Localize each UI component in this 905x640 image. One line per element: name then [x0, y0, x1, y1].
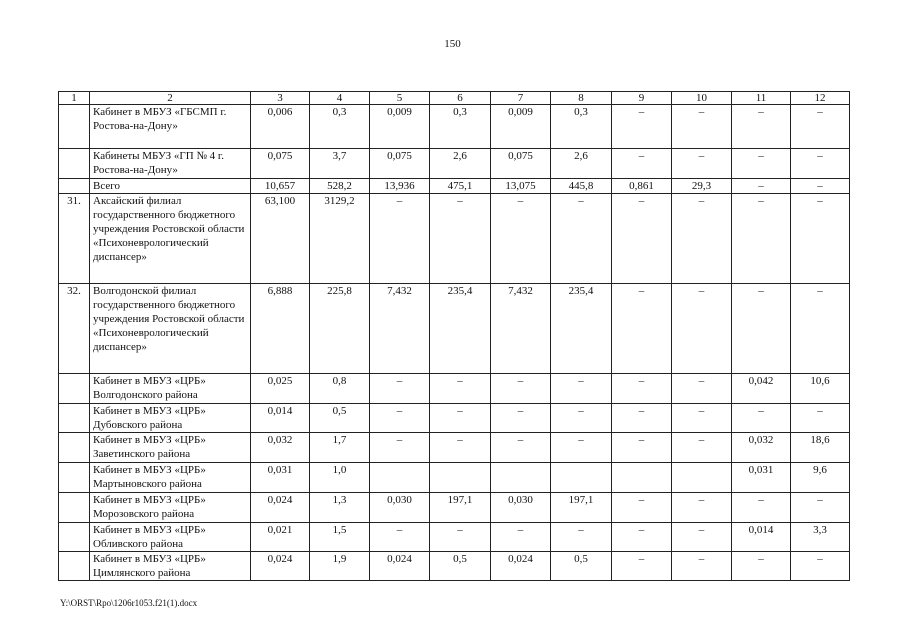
- row-number-cell: [59, 523, 90, 552]
- table-row: [59, 433, 850, 463]
- value-cell: 0,075: [251, 149, 310, 179]
- value-cell: 0,3: [551, 105, 612, 149]
- value-cell: –: [491, 404, 551, 433]
- value-cell: 235,4: [551, 284, 612, 374]
- page-number: 150: [444, 38, 461, 50]
- value-cell: 10,657: [251, 179, 310, 194]
- value-cell: 475,1: [430, 179, 491, 194]
- value-cell: 13,936: [370, 179, 430, 194]
- value-cell: –: [732, 149, 791, 179]
- row-number-cell: 31.: [59, 194, 90, 284]
- value-cell: –: [732, 284, 791, 374]
- institution-name-cell: Кабинет в МБУЗ «ЦРБ» Заветинского района: [90, 433, 251, 463]
- value-cell: 2,6: [551, 149, 612, 179]
- value-cell: –: [612, 404, 672, 433]
- row-number-cell: [59, 374, 90, 404]
- value-cell: –: [551, 194, 612, 284]
- value-cell: 0,075: [370, 149, 430, 179]
- column-header: 7: [491, 92, 551, 105]
- value-cell: 225,8: [310, 284, 370, 374]
- value-cell: 0,075: [491, 149, 551, 179]
- value-cell: –: [612, 194, 672, 284]
- institution-name-cell: Аксайский филиал государственного бюджетного учреждения Ростовской области «Психоневрологический диспансер»: [90, 194, 251, 284]
- value-cell: [551, 463, 612, 493]
- value-cell: 0,031: [732, 463, 791, 493]
- table-row: [59, 523, 850, 552]
- value-cell: 0,032: [732, 433, 791, 463]
- institution-name-cell: Кабинет в МБУЗ «ГБСМП г. Ростова-на-Дону»: [90, 105, 251, 149]
- value-cell: –: [732, 105, 791, 149]
- value-cell: –: [551, 374, 612, 404]
- institution-name-cell: Всего: [90, 179, 251, 194]
- value-cell: –: [612, 493, 672, 523]
- value-cell: –: [370, 523, 430, 552]
- value-cell: –: [370, 433, 430, 463]
- value-cell: 0,031: [251, 463, 310, 493]
- value-cell: –: [491, 523, 551, 552]
- value-cell: 0,024: [251, 552, 310, 581]
- value-cell: –: [612, 433, 672, 463]
- value-cell: –: [672, 105, 732, 149]
- value-cell: –: [732, 179, 791, 194]
- institution-name-cell: Кабинет в МБУЗ «ЦРБ» Дубовского района: [90, 404, 251, 433]
- value-cell: 197,1: [551, 493, 612, 523]
- value-cell: [491, 463, 551, 493]
- value-cell: –: [612, 105, 672, 149]
- value-cell: –: [791, 284, 850, 374]
- value-cell: –: [430, 194, 491, 284]
- value-cell: –: [491, 374, 551, 404]
- value-cell: 0,006: [251, 105, 310, 149]
- row-number-cell: [59, 105, 90, 149]
- value-cell: 0,021: [251, 523, 310, 552]
- column-header: 10: [672, 92, 732, 105]
- value-cell: –: [732, 552, 791, 581]
- value-cell: –: [672, 433, 732, 463]
- table-row: [59, 493, 850, 523]
- value-cell: –: [491, 194, 551, 284]
- value-cell: 445,8: [551, 179, 612, 194]
- row-number-cell: 32.: [59, 284, 90, 374]
- institution-name-cell: Волгодонской филиал государственного бюджетного учреждения Ростовской области «Психоневрологический диспансер»: [90, 284, 251, 374]
- column-header: 9: [612, 92, 672, 105]
- table-row: [59, 194, 850, 284]
- value-cell: –: [672, 523, 732, 552]
- value-cell: [430, 463, 491, 493]
- value-cell: 3,7: [310, 149, 370, 179]
- value-cell: [672, 463, 732, 493]
- institution-name-cell: Кабинет в МБУЗ «ЦРБ» Мартыновского района: [90, 463, 251, 493]
- institution-name-cell: Кабинет в МБУЗ «ЦРБ» Волгодонского района: [90, 374, 251, 404]
- value-cell: –: [430, 374, 491, 404]
- row-number-cell: [59, 493, 90, 523]
- value-cell: –: [672, 374, 732, 404]
- value-cell: –: [612, 374, 672, 404]
- value-cell: –: [791, 149, 850, 179]
- value-cell: 235,4: [430, 284, 491, 374]
- table-row: [59, 179, 850, 194]
- table-row: [59, 374, 850, 404]
- value-cell: –: [791, 194, 850, 284]
- value-cell: 0,8: [310, 374, 370, 404]
- value-cell: –: [612, 552, 672, 581]
- value-cell: –: [551, 523, 612, 552]
- value-cell: [370, 463, 430, 493]
- value-cell: 1,3: [310, 493, 370, 523]
- value-cell: 0,025: [251, 374, 310, 404]
- table-body: [59, 105, 850, 581]
- institution-name-cell: Кабинет в МБУЗ «ЦРБ» Морозовского района: [90, 493, 251, 523]
- row-number-cell: [59, 433, 90, 463]
- value-cell: 0,009: [370, 105, 430, 149]
- value-cell: –: [791, 493, 850, 523]
- value-cell: –: [672, 149, 732, 179]
- value-cell: 2,6: [430, 149, 491, 179]
- value-cell: –: [672, 194, 732, 284]
- table-row: [59, 105, 850, 149]
- column-header: 12: [791, 92, 850, 105]
- footer-file-path: Y:\ORST\Rpo\1206r1053.f21(1).docx: [60, 598, 198, 608]
- value-cell: –: [672, 493, 732, 523]
- value-cell: –: [791, 552, 850, 581]
- value-cell: 197,1: [430, 493, 491, 523]
- value-cell: 0,030: [491, 493, 551, 523]
- value-cell: –: [791, 105, 850, 149]
- row-number-cell: [59, 404, 90, 433]
- value-cell: 7,432: [491, 284, 551, 374]
- value-cell: 0,5: [551, 552, 612, 581]
- value-cell: –: [612, 523, 672, 552]
- value-cell: –: [791, 179, 850, 194]
- value-cell: 3129,2: [310, 194, 370, 284]
- value-cell: –: [612, 149, 672, 179]
- row-number-cell: [59, 463, 90, 493]
- value-cell: 0,5: [310, 404, 370, 433]
- value-cell: –: [732, 404, 791, 433]
- value-cell: 6,888: [251, 284, 310, 374]
- institution-name-cell: Кабинет в МБУЗ «ЦРБ» Обливского района: [90, 523, 251, 552]
- value-cell: 1,5: [310, 523, 370, 552]
- value-cell: 0,024: [491, 552, 551, 581]
- value-cell: 0,3: [430, 105, 491, 149]
- column-header: 3: [251, 92, 310, 105]
- value-cell: –: [791, 404, 850, 433]
- institution-name-cell: Кабинет в МБУЗ «ЦРБ» Цимлянского района: [90, 552, 251, 581]
- value-cell: 0,030: [370, 493, 430, 523]
- value-cell: 1,7: [310, 433, 370, 463]
- value-cell: 18,6: [791, 433, 850, 463]
- row-number-cell: [59, 179, 90, 194]
- value-cell: –: [672, 552, 732, 581]
- value-cell: 528,2: [310, 179, 370, 194]
- value-cell: –: [370, 194, 430, 284]
- value-cell: 1,0: [310, 463, 370, 493]
- row-number-cell: [59, 149, 90, 179]
- value-cell: –: [430, 523, 491, 552]
- value-cell: 0,009: [491, 105, 551, 149]
- column-header: 4: [310, 92, 370, 105]
- column-header: 8: [551, 92, 612, 105]
- value-cell: –: [612, 284, 672, 374]
- value-cell: –: [732, 493, 791, 523]
- value-cell: 29,3: [672, 179, 732, 194]
- value-cell: 9,6: [791, 463, 850, 493]
- value-cell: –: [551, 433, 612, 463]
- value-cell: 0,014: [732, 523, 791, 552]
- value-cell: 0,042: [732, 374, 791, 404]
- table-row: [59, 284, 850, 374]
- column-header: 6: [430, 92, 491, 105]
- column-header: 2: [90, 92, 251, 105]
- column-header: 5: [370, 92, 430, 105]
- value-cell: –: [430, 433, 491, 463]
- value-cell: 0,024: [251, 493, 310, 523]
- value-cell: 0,861: [612, 179, 672, 194]
- value-cell: 7,432: [370, 284, 430, 374]
- value-cell: [612, 463, 672, 493]
- value-cell: –: [370, 374, 430, 404]
- value-cell: 0,5: [430, 552, 491, 581]
- data-table: [58, 91, 850, 581]
- value-cell: –: [491, 433, 551, 463]
- column-header: 1: [59, 92, 90, 105]
- value-cell: –: [732, 194, 791, 284]
- value-cell: 63,100: [251, 194, 310, 284]
- value-cell: 3,3: [791, 523, 850, 552]
- value-cell: –: [551, 404, 612, 433]
- table-row: [59, 149, 850, 179]
- value-cell: 0,014: [251, 404, 310, 433]
- table-row: [59, 404, 850, 433]
- institution-name-cell: Кабинеты МБУЗ «ГП № 4 г. Ростова-на-Дону»: [90, 149, 251, 179]
- value-cell: 1,9: [310, 552, 370, 581]
- table-row: [59, 552, 850, 581]
- value-cell: 10,6: [791, 374, 850, 404]
- value-cell: –: [672, 404, 732, 433]
- table-row: [59, 463, 850, 493]
- value-cell: –: [370, 404, 430, 433]
- row-number-cell: [59, 552, 90, 581]
- value-cell: 13,075: [491, 179, 551, 194]
- value-cell: –: [672, 284, 732, 374]
- header-row: [59, 92, 850, 105]
- value-cell: 0,3: [310, 105, 370, 149]
- value-cell: 0,024: [370, 552, 430, 581]
- column-header: 11: [732, 92, 791, 105]
- value-cell: 0,032: [251, 433, 310, 463]
- value-cell: –: [430, 404, 491, 433]
